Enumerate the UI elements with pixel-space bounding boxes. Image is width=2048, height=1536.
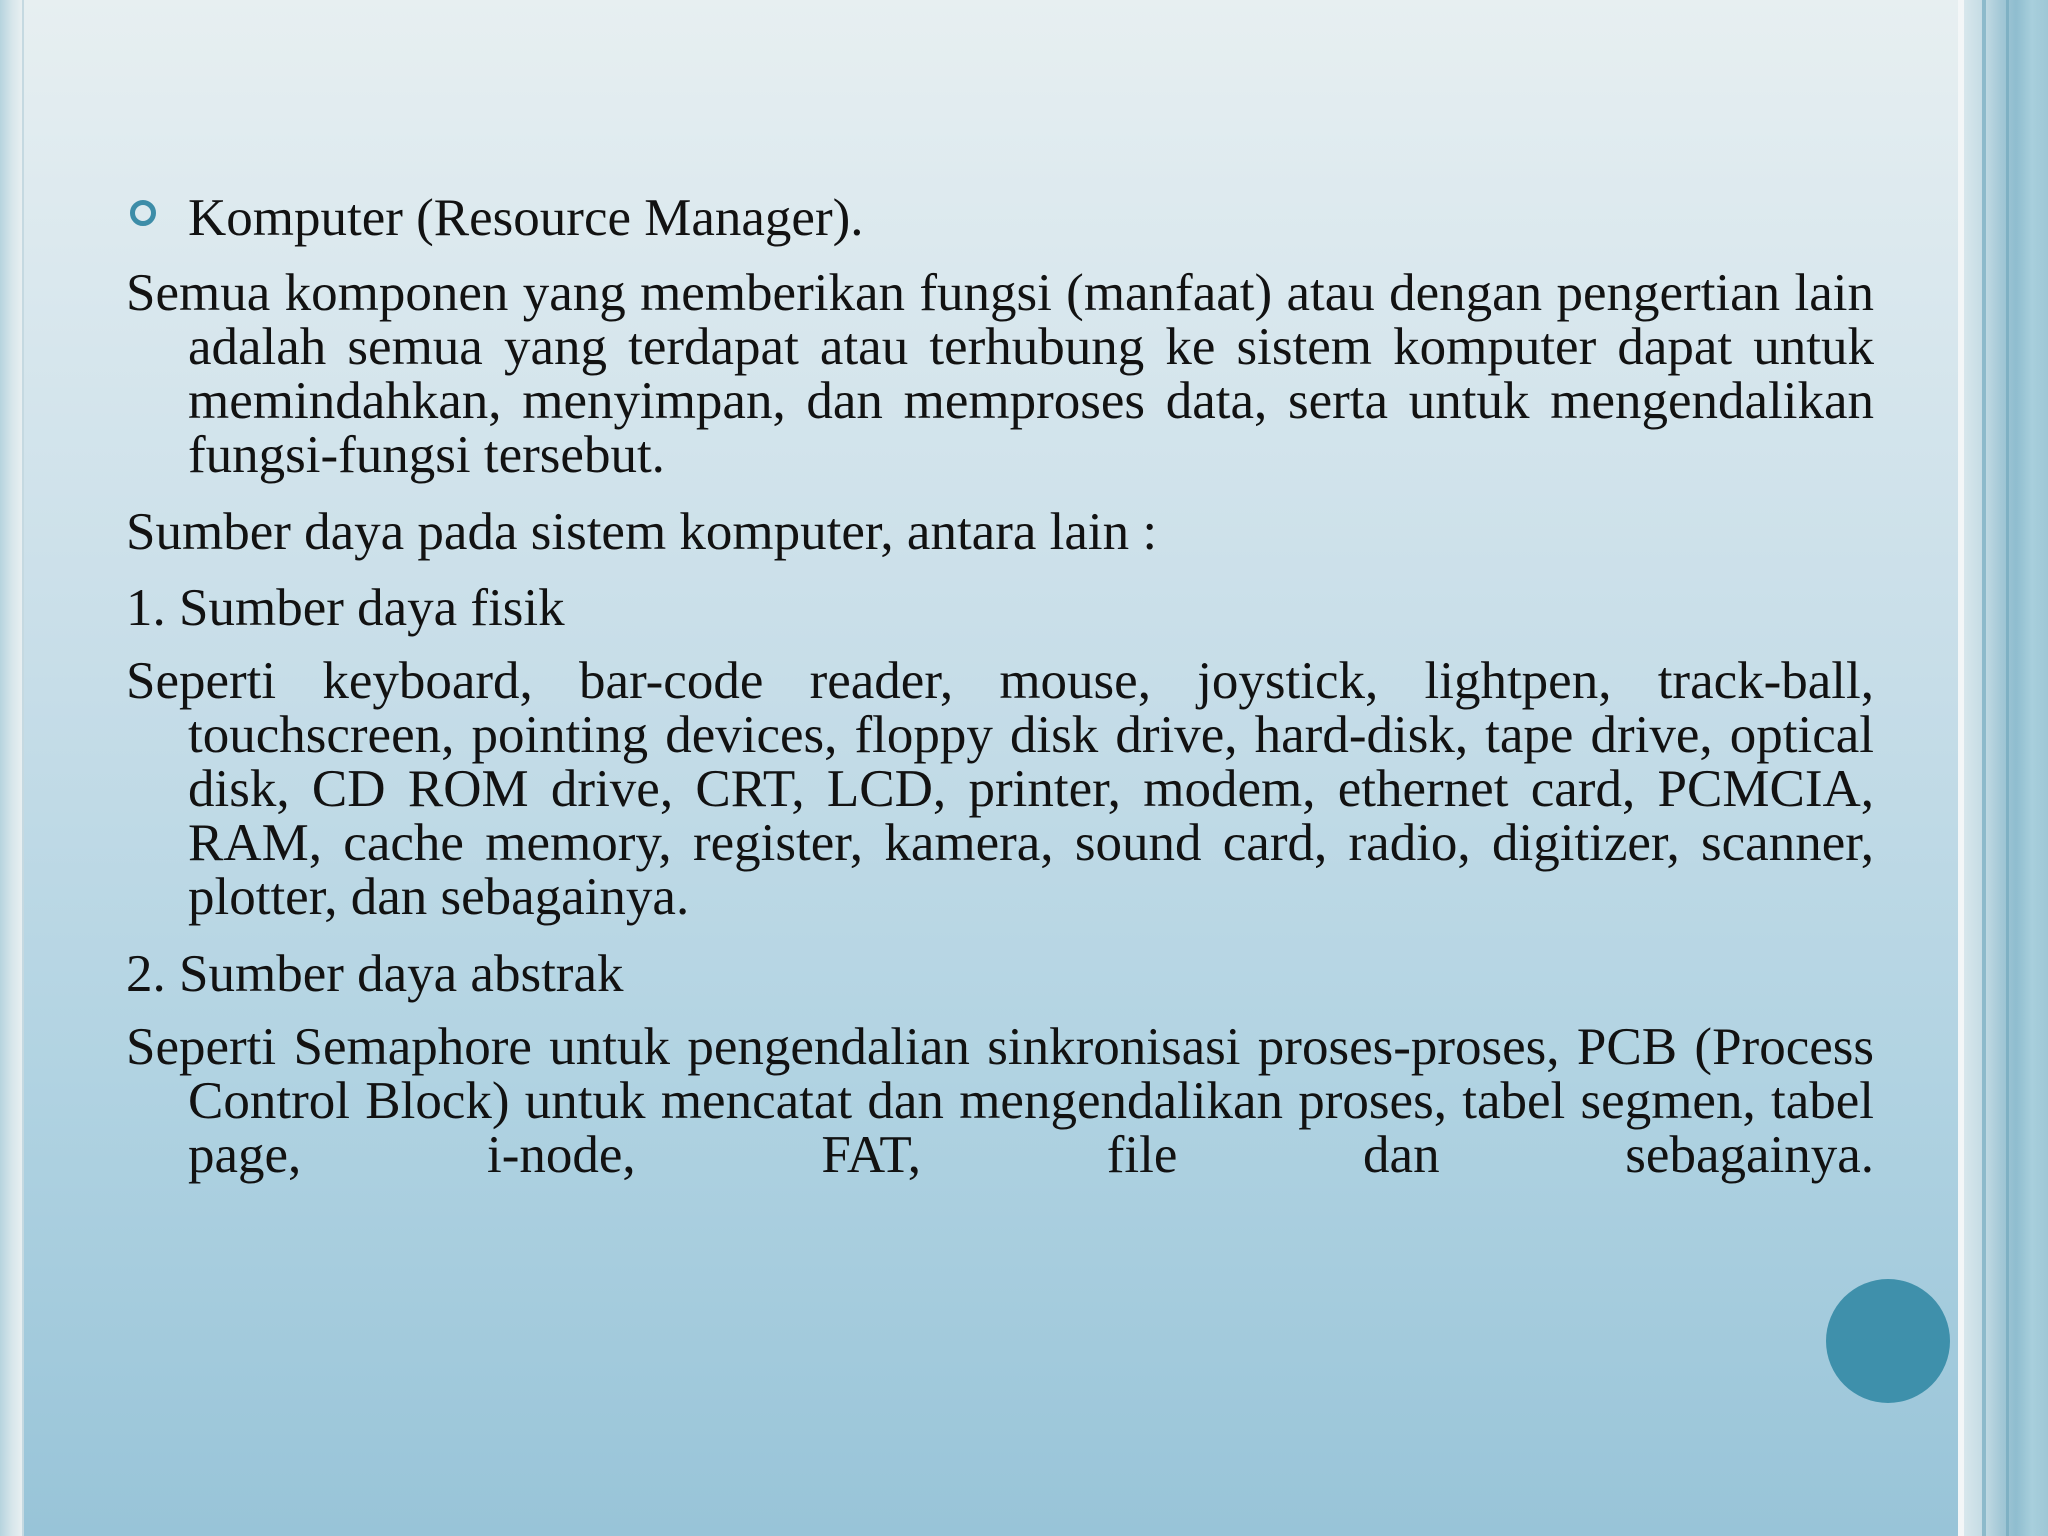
section-2-heading: 2. Sumber daya abstrak: [126, 945, 624, 1003]
bullet-item: [126, 188, 1874, 248]
resources-intro: Sumber daya pada sistem komputer, antara lain :: [126, 503, 1158, 561]
bullet-title: Komputer (Resource Manager).: [188, 189, 864, 247]
right-band-decoration: [1958, 0, 2048, 1536]
right-band-line: [2006, 0, 2009, 1536]
section-1-text: Seperti keyboard, bar-code reader, mouse, joystick, lightpen, track-ball, touchscreen, pointing devices, floppy disk drive, hard-disk, tape drive, optical disk, CD ROM drive, CRT, LCD, printer, modem, ethernet card, PCMCIA, RAM, cache memory, register, kamera, sound card, radio, digitizer, scanner, plotter, dan sebagainya.: [126, 652, 1874, 926]
right-band-line: [1982, 0, 1986, 1536]
ring-bullet-icon: [130, 200, 156, 226]
circle-decoration: [1826, 1279, 1950, 1403]
slide-content: [126, 188, 1874, 1182]
intro-paragraph: Semua komponen yang memberikan fungsi (manfaat) atau dengan pengertian lain adalah semua yang terdapat atau terhubung ke sistem komputer dapat untuk memindahkan, menyimpan, dan memproses data, serta untuk mengendalikan fungsi-fungsi tersebut.: [126, 264, 1874, 484]
section-1-heading: 1. Sumber daya fisik: [126, 579, 565, 637]
section-2-text: Seperti Semaphore untuk pengendalian sinkronisasi proses-proses, PCB (Process Control Block) untuk mencatat dan mengendalikan proses, tabel segmen, tabel page, i-node, FAT, file dan sebagainya.: [126, 1018, 1874, 1184]
left-edge-decoration: [0, 0, 24, 1536]
